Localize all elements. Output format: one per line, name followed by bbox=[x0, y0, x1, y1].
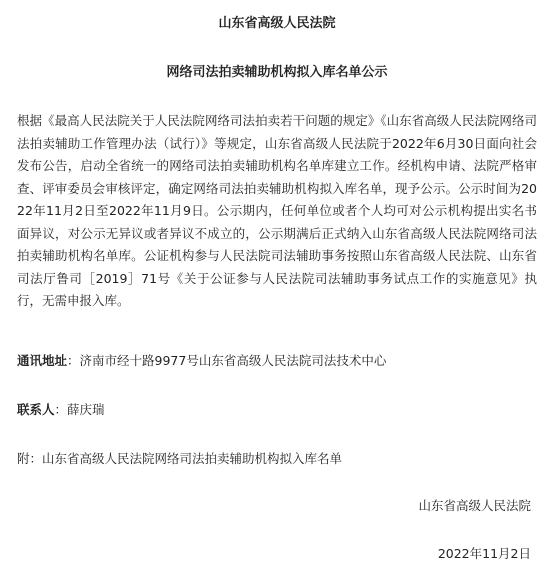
notice-title: 网络司法拍卖辅助机构拟入库名单公示 bbox=[166, 65, 388, 80]
notice-body: 根据《最高人民法院关于人民法院网络司法拍卖若干问题的规定》《山东省高级人民法院网络司法拍卖辅助工作管理办法（试行）》等规定，山东省高级人民法院于2022年6月30日面向社会发布公告，启动全省统一的网络司法拍卖辅助机构名单库建立工作。经机构申请、法院严格审查、评审委员会审核评定，确定网络司法拍卖辅助机构拟入库名单，现予公示。公示时间为2022年11月2日至2022年11月9日。公示期内，任何单位或者个人均可对公示机构提出实名书面异议，对公示无异议或者异议不成立的，公示期满后正式纳入山东省高级人民法院网络司法拍卖辅助机构名单库。公证机构参与人民法院司法辅助事务按照山东省高级人民法院、山东省司法厅鲁司［2019］71号《关于公证参与人民法院司法辅助事务试点工作的实施意见》执行，无需申报入库。 bbox=[17, 113, 537, 308]
attachment-line: 附：山东省高级人民法院网络司法拍卖辅助机构拟入库名单 bbox=[17, 451, 343, 466]
signature: 山东省高级人民法院 bbox=[418, 498, 531, 513]
contact-person bbox=[17, 401, 105, 419]
court-name-heading: 山东省高级人民法院 bbox=[218, 16, 336, 31]
address-value: ：济南市经十路9977号山东省高级人民法院司法技术中心 bbox=[67, 353, 387, 368]
contact-value: ：薛庆瑞 bbox=[54, 402, 105, 417]
address-label: 通讯地址 bbox=[17, 353, 68, 368]
contact-address bbox=[17, 352, 386, 370]
contact-label: 联系人 bbox=[17, 402, 55, 417]
notice-date: 2022年11月2日 bbox=[437, 546, 531, 561]
